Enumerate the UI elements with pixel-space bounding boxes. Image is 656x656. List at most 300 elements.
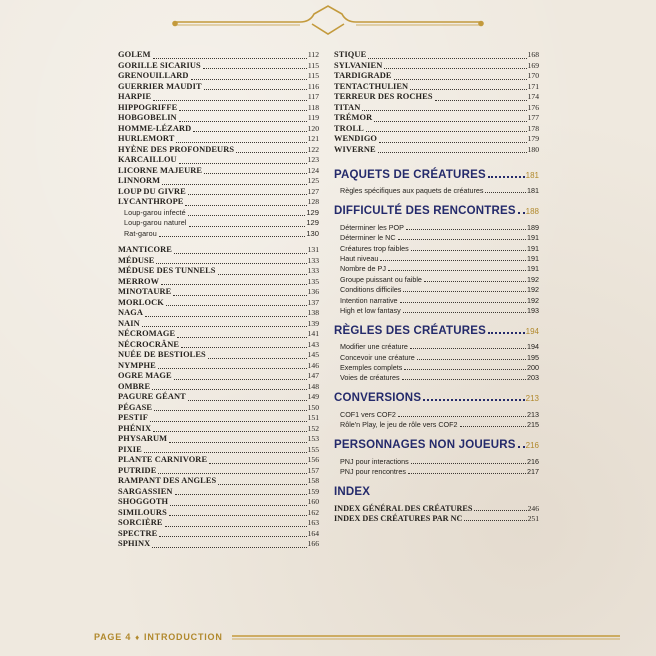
toc-entry-name: COF1 vers COF2 (340, 409, 396, 419)
toc-entry-page: 156 (307, 455, 319, 464)
section-entry[interactable] (334, 232, 539, 242)
toc-subentry[interactable] (118, 208, 319, 219)
toc-entry[interactable] (334, 113, 539, 124)
toc-entry-page: 138 (307, 308, 319, 317)
toc-entry-name: Nombre de PJ (340, 264, 386, 274)
toc-entry-page: 191 (527, 243, 539, 253)
dot-leader (166, 305, 307, 306)
toc-entry[interactable] (118, 455, 319, 466)
toc-entry[interactable] (118, 287, 319, 298)
section-entry[interactable] (334, 273, 539, 283)
toc-entry[interactable] (118, 103, 319, 114)
dot-leader (173, 295, 306, 296)
toc-entry-page: 191 (527, 233, 539, 243)
toc-entry-page: 146 (307, 360, 319, 370)
dot-leader (179, 163, 307, 164)
toc-entry-name: HYÈNE DES PROFONDEURS (118, 144, 235, 154)
toc-entry[interactable] (118, 361, 319, 372)
toc-entry-page: 215 (527, 420, 539, 430)
toc-entry-name: LYCANTHROPE (118, 197, 184, 206)
toc-entry[interactable] (118, 50, 319, 61)
dot-leader (378, 152, 527, 153)
toc-entry[interactable] (118, 539, 319, 550)
toc-entry-page: 115 (307, 60, 319, 70)
toc-entry-page: 153 (307, 434, 319, 443)
toc-entry-name: PUTRIDE (118, 465, 157, 475)
toc-entry[interactable] (118, 155, 319, 166)
dot-leader (384, 68, 526, 69)
toc-entry[interactable] (118, 403, 319, 414)
dot-leader (410, 348, 526, 349)
toc-entry-name: High et low fantasy (340, 305, 401, 315)
dot-leader (218, 274, 307, 275)
dot-leader (236, 152, 307, 153)
toc-entry-name: HIPPOGRIFFE (118, 102, 178, 112)
dot-leader (485, 192, 526, 193)
section-entries (334, 408, 539, 429)
section-entry[interactable] (334, 408, 539, 418)
toc-entry-page: 200 (527, 363, 539, 373)
toc-entry-name: NUÉE DE BESTIOLES (118, 350, 206, 359)
toc-entry[interactable] (118, 277, 319, 288)
toc-entry-page: 122 (307, 144, 319, 154)
dot-leader (218, 484, 306, 485)
toc-entry[interactable] (334, 92, 539, 103)
toc-entry[interactable] (334, 103, 539, 114)
toc-entry-name: LICORNE MAJEURE (118, 165, 203, 175)
toc-entry-name: PHÉNIX (118, 423, 152, 433)
right-toc-column (334, 50, 539, 523)
dot-leader (150, 421, 307, 422)
dot-leader (152, 547, 306, 548)
toc-entry-name: GORILLE SICARIUS (118, 60, 201, 70)
section-heading[interactable] (334, 482, 539, 498)
toc-entry-name: Loup-garou infecté (124, 207, 186, 217)
dot-leader (406, 229, 526, 230)
toc-entry-name: TRÉMOR (334, 113, 373, 122)
toc-entry-page: 123 (307, 155, 319, 164)
toc-entry-name: TERREUR DES ROCHES (334, 92, 433, 101)
section-title-text: INDEX (334, 486, 371, 499)
dot-leader (169, 515, 307, 516)
toc-entry-page: 118 (307, 102, 319, 112)
toc-entry-page: 127 (307, 186, 319, 196)
dot-leader (435, 100, 527, 101)
toc-entry[interactable] (118, 445, 319, 456)
section-entry[interactable] (334, 351, 539, 361)
toc-entry-page: 216 (527, 456, 539, 466)
toc-entry-page: 112 (307, 50, 319, 59)
dot-leader (374, 121, 526, 122)
dot-leader (161, 284, 307, 285)
dot-leader (417, 359, 526, 360)
toc-entry-page: 155 (307, 444, 319, 454)
toc-entry-page: 181 (527, 186, 539, 196)
toc-entry[interactable] (118, 245, 319, 256)
toc-entry[interactable] (118, 197, 319, 208)
toc-entry-page: 193 (527, 305, 539, 315)
dot-leader (204, 173, 307, 174)
footer-page-label: PAGE 4 (94, 632, 132, 642)
toc-entry-page: 157 (307, 465, 319, 475)
dot-leader (403, 291, 526, 292)
section-page: 213 (525, 394, 539, 404)
toc-entry-name: OGRE MAGE (118, 371, 172, 380)
toc-entry-page: 192 (527, 274, 539, 284)
dot-leader (404, 369, 526, 370)
toc-entry-name: PAGURE GÉANT (118, 392, 186, 401)
dot-leader (460, 426, 527, 427)
section-entry[interactable] (334, 362, 539, 372)
toc-entry-name: SIMILOURS (118, 507, 167, 517)
toc-entry[interactable] (118, 508, 319, 519)
dot-leader (204, 89, 307, 90)
section-entry[interactable] (334, 284, 539, 294)
toc-entry[interactable] (118, 529, 319, 540)
toc-entry-name: SORCIÈRE (118, 518, 163, 527)
toc-entry-name: WENDIGO (334, 134, 378, 143)
toc-entry-name: NYMPHE (118, 360, 156, 370)
section-title-text: RÈGLES DES CRÉATURES (334, 324, 487, 337)
toc-entry-page: 147 (307, 371, 319, 380)
toc-entry[interactable] (118, 176, 319, 187)
dot-leader (398, 239, 526, 240)
toc-entry-name: TENTACTHULIEN (334, 81, 409, 91)
toc-entry[interactable] (334, 61, 539, 72)
toc-entry[interactable] (334, 71, 539, 82)
dot-leader (388, 270, 526, 271)
section-heading[interactable] (334, 165, 539, 181)
toc-subentry[interactable] (118, 218, 319, 229)
toc-entry-page: 217 (527, 467, 539, 477)
left-toc-column (118, 50, 319, 550)
dot-leader (174, 253, 307, 254)
toc-entry[interactable] (118, 92, 319, 103)
toc-entry-name: Règles spécifiques aux paquets de créatures (340, 186, 484, 196)
toc-entry-page: 246 (527, 503, 539, 513)
toc-entry[interactable] (334, 134, 539, 145)
toc-entry[interactable] (118, 487, 319, 498)
dot-leader (179, 121, 307, 122)
toc-entry-name: PLANTE CARNIVORE (118, 455, 208, 464)
dot-leader (411, 250, 526, 251)
toc-entry[interactable] (334, 82, 539, 93)
toc-entry[interactable] (334, 124, 539, 135)
toc-entry[interactable] (118, 371, 319, 382)
dot-leader (518, 212, 525, 214)
toc-entry[interactable] (118, 145, 319, 156)
section-entry[interactable] (334, 294, 539, 304)
toc-entry-page: 163 (307, 518, 319, 527)
dot-leader (144, 452, 307, 453)
section-title-text: PERSONNAGES NON JOUEURS (334, 439, 516, 452)
toc-entry-name: Loup-garou naturel (124, 218, 187, 227)
toc-entry-page: 121 (307, 134, 319, 143)
toc-entry[interactable] (118, 413, 319, 424)
toc-entry[interactable] (118, 71, 319, 82)
toc-entry-page: 191 (527, 253, 539, 263)
toc-entry-name: PÉGASE (118, 402, 153, 412)
section-entry[interactable] (334, 185, 539, 195)
toc-entry-page: 251 (527, 514, 539, 524)
section-entry[interactable] (334, 372, 539, 382)
toc-entry-page: 139 (307, 318, 319, 328)
toc-entry-page: 115 (307, 71, 319, 80)
dot-leader (402, 379, 526, 380)
section-heading[interactable] (334, 435, 539, 451)
dot-leader (408, 473, 526, 474)
toc-entry-name: Voies de créatures (340, 373, 400, 383)
toc-entry-page: 213 (527, 409, 539, 419)
dot-leader (156, 263, 306, 264)
toc-entry-page: 130 (306, 228, 319, 238)
toc-entry-name: PHYSARUM (118, 434, 168, 443)
toc-entry[interactable] (118, 82, 319, 93)
toc-entry-name: Intention narrative (340, 295, 398, 305)
dot-leader (368, 58, 526, 59)
toc-entry[interactable] (118, 392, 319, 403)
section-heading[interactable] (334, 388, 539, 404)
section-title-text: PAQUETS DE CRÉATURES (334, 169, 486, 181)
section-entries (334, 455, 539, 476)
dot-leader (169, 442, 306, 443)
toc-entry-page: 131 (307, 245, 319, 254)
dot-leader (474, 510, 526, 511)
dot-leader (379, 142, 527, 143)
dot-leader (188, 215, 306, 216)
toc-entry-name: Concevoir une créature (340, 352, 415, 362)
toc-entry-name: MANTICORE (118, 245, 172, 254)
toc-entry-name: PNJ pour interactions (340, 456, 409, 466)
toc-entry[interactable] (118, 61, 319, 72)
toc-entry-name: Rat-garou (124, 228, 157, 238)
toc-entry-page: 143 (307, 339, 319, 349)
diamond-icon: ♦ (135, 633, 141, 642)
toc-entry-page: 170 (527, 71, 539, 80)
toc-entry-page: 149 (307, 392, 319, 401)
dot-leader (380, 260, 526, 261)
section-entry[interactable] (334, 242, 539, 252)
dot-leader (176, 142, 306, 143)
toc-entry[interactable] (118, 424, 319, 435)
toc-entry[interactable] (118, 319, 319, 330)
section-page: 181 (525, 171, 539, 180)
toc-entry[interactable] (118, 187, 319, 198)
toc-entry-name: GRENOUILLARD (118, 71, 189, 80)
dot-leader (142, 326, 307, 327)
toc-entry[interactable] (118, 350, 319, 361)
toc-entry-page: 178 (527, 123, 539, 133)
toc-entry-name: MÉDUSE (118, 255, 155, 265)
toc-entry[interactable] (118, 340, 319, 351)
toc-entry-page: 150 (307, 402, 319, 412)
section-entry[interactable] (334, 419, 539, 429)
dot-leader (175, 494, 307, 495)
top-ornament (0, 0, 656, 40)
section-entry[interactable] (334, 502, 539, 513)
section-heading[interactable] (334, 201, 539, 217)
toc-entry-name: SYLVANIEN (334, 60, 383, 70)
dot-leader (153, 100, 307, 101)
dot-leader (188, 400, 307, 401)
dot-leader (189, 226, 306, 227)
toc-entry-name: MINOTAURE (118, 287, 172, 296)
dot-leader (411, 463, 526, 464)
dot-leader (423, 399, 524, 401)
toc-entry-page: 137 (307, 297, 319, 307)
toc-entry-name: Déterminer les POP (340, 222, 404, 232)
toc-entry-name: NÉCROCRÂNE (118, 339, 180, 349)
toc-entry-name: Groupe puissant ou faible (340, 274, 422, 284)
dot-leader (153, 58, 307, 59)
toc-entry-name: MERROW (118, 276, 160, 286)
creature-list-continued (334, 50, 539, 155)
dot-leader (193, 131, 306, 132)
toc-entry-name: SARGASSIEN (118, 486, 173, 496)
toc-entry[interactable] (118, 134, 319, 145)
dot-leader (203, 68, 307, 69)
dot-leader (158, 473, 306, 474)
toc-entry[interactable] (334, 145, 539, 156)
section-entry[interactable] (334, 253, 539, 263)
toc-entry-name: HURLEMORT (118, 134, 175, 143)
toc-entry-name: TITAN (334, 102, 361, 112)
toc-entry-name: Créatures trop faibles (340, 243, 409, 253)
toc-entry[interactable] (118, 113, 319, 124)
dot-leader (424, 281, 526, 282)
toc-entry[interactable] (118, 256, 319, 267)
toc-entry-page: 189 (527, 222, 539, 232)
toc-entry[interactable] (334, 50, 539, 61)
dot-leader (188, 194, 307, 195)
toc-subentry[interactable] (118, 229, 319, 240)
dot-leader (159, 536, 306, 537)
dot-leader (488, 332, 525, 334)
toc-entry-name: STIQUE (334, 50, 367, 59)
section-heading[interactable] (334, 321, 539, 337)
toc-entry-page: 194 (527, 342, 539, 352)
toc-entry-page: 136 (307, 287, 319, 296)
toc-entry-page: 195 (527, 352, 539, 362)
toc-entry-name: SPECTRE (118, 528, 158, 538)
page-footer (94, 632, 223, 642)
dot-leader (209, 463, 306, 464)
toc-entry-page: 164 (307, 528, 319, 538)
section-page: 188 (525, 207, 539, 217)
section-page: 216 (525, 441, 539, 451)
toc-entry-page: 129 (306, 218, 319, 227)
toc-entry-name: NÉCROMAGE (118, 329, 176, 338)
toc-entry-page: 116 (307, 81, 319, 91)
dot-leader (162, 184, 307, 185)
toc-entry-page: 145 (307, 350, 319, 359)
dot-leader (398, 416, 526, 417)
toc-entry[interactable] (118, 382, 319, 393)
toc-entry-page: 151 (307, 413, 319, 422)
toc-entry[interactable] (118, 476, 319, 487)
toc-entry-page: 177 (527, 113, 539, 122)
section-entry[interactable] (334, 513, 539, 524)
section-entry[interactable] (334, 221, 539, 231)
dot-leader (185, 205, 306, 206)
toc-entry-page: 129 (306, 207, 319, 217)
section-entry[interactable] (334, 466, 539, 476)
toc-entry-name: PIXIE (118, 444, 142, 454)
toc-entry[interactable] (118, 466, 319, 477)
toc-entry[interactable] (118, 518, 319, 529)
dot-leader (362, 110, 526, 111)
toc-entry[interactable] (118, 329, 319, 340)
toc-sections (334, 165, 539, 523)
toc-entry-name: GOLEM (118, 50, 151, 59)
toc-entry-page: 128 (307, 197, 319, 206)
toc-entry-name: LOUP DU GIVRE (118, 186, 186, 196)
toc-entry[interactable] (118, 266, 319, 277)
dot-leader (403, 312, 526, 313)
dot-leader (154, 410, 307, 411)
dot-leader (400, 302, 526, 303)
toc-entry-name: PESTIF (118, 413, 148, 422)
section-title-text: DIFFICULTÉ DES RENCONTRES (334, 205, 516, 218)
section-entry[interactable] (334, 341, 539, 351)
dot-leader (145, 316, 307, 317)
toc-entry-page: 203 (527, 373, 539, 383)
toc-entry-name: HOMME-LÉZARD (118, 123, 192, 133)
toc-entry[interactable] (118, 298, 319, 309)
toc-entry-name: Haut niveau (340, 253, 379, 263)
toc-entry-page: 141 (307, 329, 319, 338)
toc-entry-page: 120 (307, 123, 319, 133)
dot-leader (158, 368, 307, 369)
toc-entry-page: 159 (307, 486, 319, 496)
toc-entry-name: MÉDUSE DES TUNNELS (118, 266, 216, 275)
toc-entry[interactable] (118, 166, 319, 177)
dot-leader (518, 446, 525, 448)
toc-entry-page: 192 (527, 295, 539, 305)
toc-entry-page: 152 (307, 423, 319, 433)
section-title-text: CONVERSIONS (334, 392, 422, 405)
dot-leader (179, 110, 307, 111)
section-entries (334, 185, 539, 195)
toc-entry-page: 135 (307, 276, 319, 286)
toc-entry-page: 160 (307, 497, 319, 506)
toc-entry-page: 125 (307, 176, 319, 185)
dot-leader (410, 89, 526, 90)
toc-entry[interactable] (118, 434, 319, 445)
section-entry[interactable] (334, 305, 539, 315)
toc-entry-page: 180 (527, 144, 539, 154)
section-entries (334, 502, 539, 523)
toc-entry-page: 168 (527, 50, 539, 59)
section-entry[interactable] (334, 455, 539, 465)
dot-leader (177, 337, 306, 338)
toc-entry-page: 176 (527, 102, 539, 112)
toc-entry-name: TROLL (334, 123, 364, 133)
toc-entry-page: 124 (307, 165, 319, 175)
toc-entry[interactable] (118, 497, 319, 508)
toc-entry-name: Conditions difficiles (340, 285, 402, 295)
dot-leader (153, 431, 306, 432)
section-entries (334, 341, 539, 383)
toc-entry-name: NAIN (118, 318, 140, 328)
section-entry[interactable] (334, 263, 539, 273)
toc-entry[interactable] (118, 308, 319, 319)
toc-entry-name: Modifier une créature (340, 342, 408, 352)
toc-entry-page: 162 (307, 507, 319, 517)
toc-entry[interactable] (118, 124, 319, 135)
toc-entry-name: NAGA (118, 308, 144, 317)
toc-entry-name: TARDIGRADE (334, 71, 392, 80)
